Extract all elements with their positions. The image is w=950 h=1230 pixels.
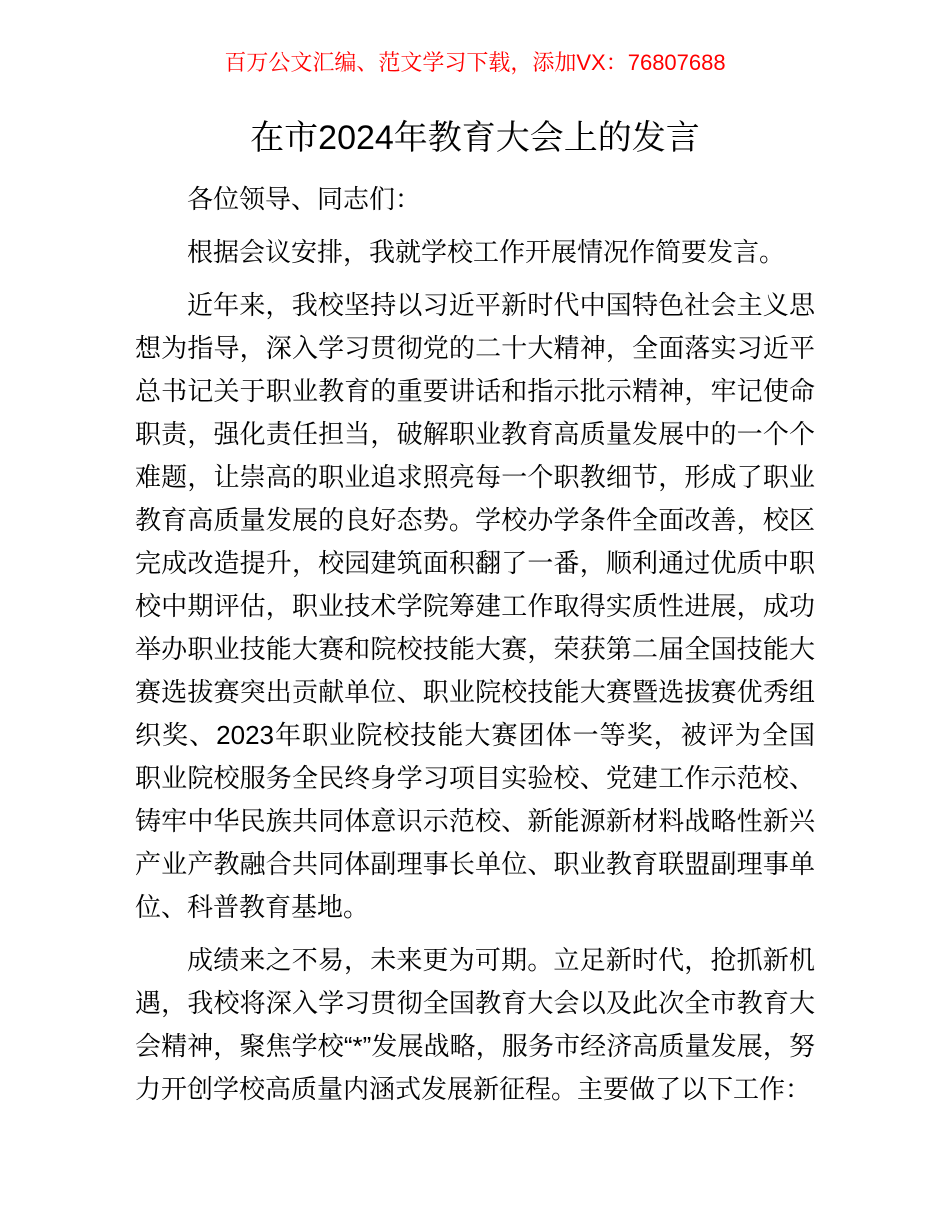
salutation-paragraph: 各位领导、同志们： bbox=[187, 184, 422, 214]
watermark-text: 百万公文汇编、范文学习下载，添加VX：76807688 bbox=[224, 50, 726, 75]
outlook-paragraph: 成绩来之不易，未来更为可期。立足新时代，抢抓新机遇，我校将深入学习贯彻全国教育大会以及此次全市教育大会精神，聚焦学校“*”发展战略，服务市经济高质量发展，努力开创学校高质量内涵式发展新征程。主要做了以下工作： bbox=[135, 945, 815, 1104]
page-title: 在市2024年教育大会上的发言 bbox=[250, 119, 700, 157]
achievements-paragraph: 近年来，我校坚持以习近平新时代中国特色社会主义思想为指导，深入学习贯彻党的二十大精神，全面落实习近平总书记关于职业教育的重要讲话和指示批示精神，牢记使命职责，强化责任担当，破解职业教育高质量发展中的一个个难题，让崇高的职业追求照亮每一个职教细节，形成了职业教育高质量发展的良好态势。学校办学条件全面改善，校区完成改造提升，校园建筑面积翻了一番，顺利通过优质中职校中期评估，职业技术学院筹建工作取得实质性进展，成功举办职业技能大赛和院校技能大赛，荣获第二届全国技能大赛选拔赛突出贡献单位、职业院校技能大赛暨选拔赛优秀组织奖、2023年职业院校技能大赛团体一等奖，被评为全国职业院校服务全民终身学习项目实验校、党建工作示范校、铸牢中华民族共同体意识示范校、新能源新材料战略性新兴产业产教融合共同体副理事长单位、职业教育联盟副理事单位、科普教育基地。 bbox=[135, 290, 815, 922]
intro-paragraph: 根据会议安排，我就学校工作开展情况作简要发言。 bbox=[187, 237, 786, 267]
